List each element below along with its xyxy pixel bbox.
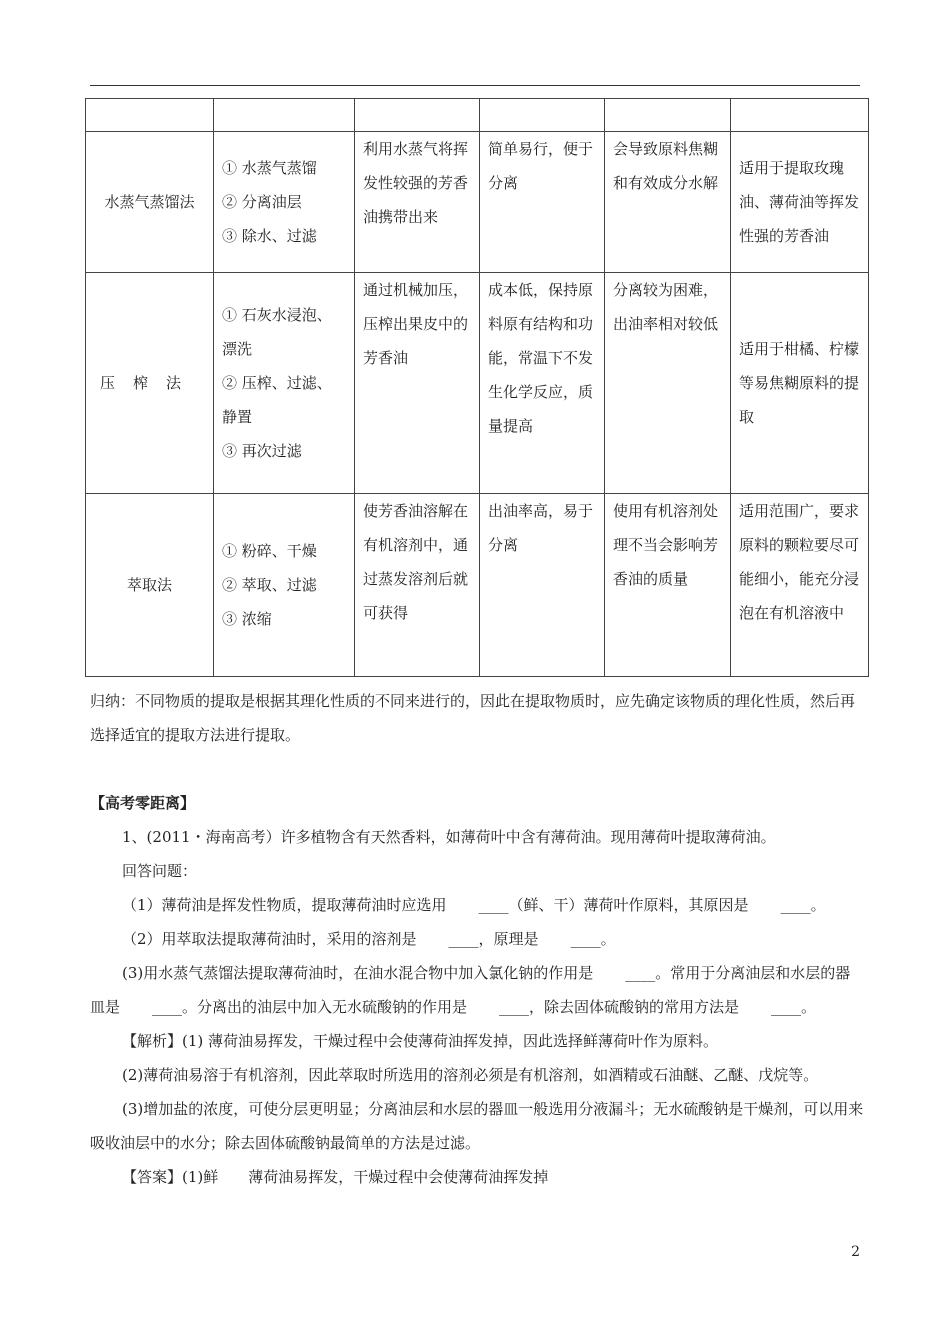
table-row — [86, 494, 869, 677]
summary — [90, 684, 865, 752]
analysis-2: (2)薄荷油易溶于有机溶剂，因此萃取时所选用的溶剂必须是有机溶剂，如酒精或石油醚、乙醚、戊烷等。 — [122, 1066, 819, 1084]
method-steps — [214, 273, 355, 494]
question-stem: 1、(2011・海南高考）许多植物含有天然香料，如薄荷叶中含有薄荷油。现用薄荷叶提取薄荷油。 — [122, 828, 776, 846]
table-cell — [731, 99, 869, 132]
step: ② 分离油层 — [222, 193, 302, 211]
answer-label: 【答案】 — [122, 1168, 183, 1186]
q2-text: 。 — [600, 930, 616, 948]
answer-text: (1)鲜 薄荷油易挥发，干燥过程中会使薄荷油挥发掉 — [182, 1168, 549, 1186]
extraction-methods-table — [85, 98, 869, 677]
q2-text: ，原理是 — [478, 930, 539, 948]
q3-text: 。分离出的油层中加入无水硫酸钠的作用是 — [182, 998, 468, 1016]
analysis-1 — [90, 1024, 865, 1058]
q3-text: (3)用水蒸气蒸馏法提取薄荷油时，在油水混合物中加入氯化钠的作用是 — [122, 964, 594, 982]
question-3 — [90, 956, 865, 1024]
table-cell — [214, 99, 355, 132]
method-name — [86, 273, 214, 494]
table-cell — [86, 99, 214, 132]
page-number: 2 — [851, 1244, 860, 1260]
answer-blank: ____ — [448, 930, 479, 948]
step: ① 石灰水浸泡、漂洗 — [222, 306, 332, 358]
method-principle: 利用水蒸气将挥发性较强的芳香油携带出来 — [355, 132, 480, 273]
method-advantage: 简单易行，便于分离 — [480, 132, 605, 273]
method-principle: 通过机械加压，压榨出果皮中的芳香油 — [355, 273, 480, 494]
q1-text: （1）薄荷油是挥发性物质，提取薄荷油时应选用 — [122, 896, 447, 914]
section-title: 【高考零距离】 — [90, 794, 196, 812]
table-row — [86, 273, 869, 494]
table-cell — [480, 99, 605, 132]
method-disadvantage: 分离较为困难，出油率相对较低 — [605, 273, 731, 494]
q3-text: 。 — [801, 998, 817, 1016]
step: ② 压榨、过滤、静置 — [222, 374, 332, 426]
answer — [90, 1160, 865, 1194]
method-steps — [214, 494, 355, 677]
method-disadvantage: 会导致原料焦糊和有效成分水解 — [605, 132, 731, 273]
table-row — [86, 132, 869, 273]
method-scope: 适用于柑橘、柠檬等易焦糊原料的提取 — [731, 273, 869, 494]
answer-blank: ____ — [499, 998, 530, 1016]
method-steps — [214, 132, 355, 273]
method-scope: 适用范围广，要求原料的颗粒要尽可能细小，能充分浸泡在有机溶液中 — [731, 494, 869, 677]
q3-text: ，除去固体硫酸钠的常用方法是 — [529, 998, 740, 1016]
step: ③ 再次过滤 — [222, 442, 302, 460]
table-header-row — [86, 99, 869, 132]
question-2 — [90, 922, 865, 956]
header-rule — [90, 85, 860, 86]
method-advantage: 成本低，保持原料原有结构和功能，常温下不发生化学反应，质量提高 — [480, 273, 605, 494]
analysis-3: (3)增加盐的浓度，可使分层更明显；分离油层和水层的器皿一般选用分液漏斗；无水硫酸钠是干燥剂，可以用来吸收油层中的水分；除去固体硫酸钠最简单的方法是过滤。 — [90, 1100, 864, 1152]
analysis-label: 【解析】 — [122, 1032, 183, 1050]
method-disadvantage: 使用有机溶剂处理不当会影响芳香油的质量 — [605, 494, 731, 677]
question-prompt: 回答问题： — [122, 862, 198, 880]
method-name: 水蒸气蒸馏法 — [86, 132, 214, 273]
answer-blank: ____ — [478, 896, 509, 914]
answer-blank: ____ — [152, 998, 183, 1016]
method-scope: 适用于提取玫瑰油、薄荷油等挥发性强的芳香油 — [731, 132, 869, 273]
q1-text: （鲜、干）薄荷叶作原料，其原因是 — [508, 896, 749, 914]
step: ③ 除水、过滤 — [222, 227, 317, 245]
method-name-text: 压榨法 — [99, 374, 199, 392]
q3-text: 。常用于分离油层和水层的器皿是 — [90, 964, 851, 1016]
answer-blank: ____ — [570, 930, 601, 948]
table-cell — [605, 99, 731, 132]
exam-section — [90, 786, 865, 1194]
method-principle: 使芳香油溶解在有机溶剂中，通过蒸发溶剂后就可获得 — [355, 494, 480, 677]
method-advantage: 出油率高，易于分离 — [480, 494, 605, 677]
answer-blank: ____ — [771, 998, 802, 1016]
answer-blank: ____ — [780, 896, 811, 914]
analysis-text: (1) 薄荷油易挥发，干燥过程中会使薄荷油挥发掉，因此选择鲜薄荷叶作为原料。 — [182, 1032, 719, 1050]
step: ① 水蒸气蒸馏 — [222, 159, 317, 177]
step: ③ 浓缩 — [222, 610, 272, 628]
summary-text: 归纳：不同物质的提取是根据其理化性质的不同来进行的，因此在提取物质时，应先确定该物质的理化性质，然后再选择适宜的提取方法进行提取。 — [90, 692, 856, 744]
q2-text: （2）用萃取法提取薄荷油时，采用的溶剂是 — [122, 930, 417, 948]
method-name: 萃取法 — [86, 494, 214, 677]
step: ① 粉碎、干燥 — [222, 542, 317, 560]
step: ② 萃取、过滤 — [222, 576, 317, 594]
question-1 — [90, 888, 865, 922]
q1-text: 。 — [810, 896, 826, 914]
table-cell — [355, 99, 480, 132]
answer-blank: ____ — [625, 964, 656, 982]
